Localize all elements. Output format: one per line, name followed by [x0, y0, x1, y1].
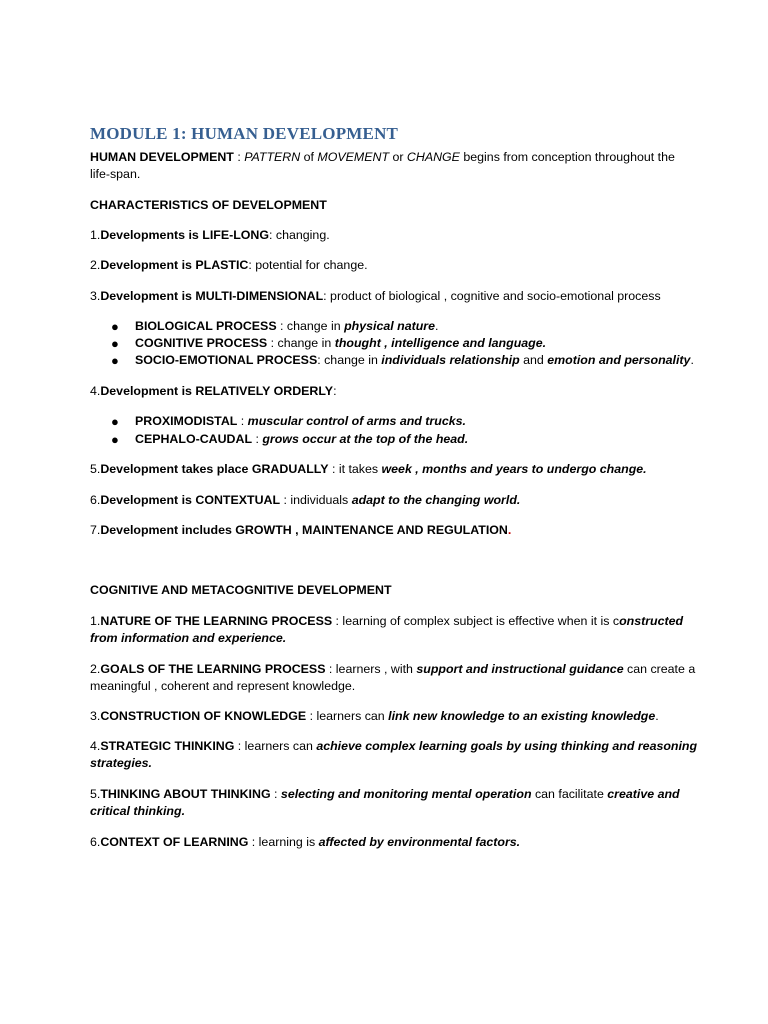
bullet-text: : change in	[267, 336, 335, 350]
item-red-period: .	[507, 523, 512, 537]
item-emphasis: adapt to the changing world.	[351, 493, 521, 507]
definition-or: or	[389, 150, 407, 164]
definition-sep: :	[233, 150, 245, 164]
bullet-icon: ●	[111, 336, 119, 351]
cognitive-item-6	[90, 834, 690, 851]
characteristic-item-4	[90, 383, 690, 400]
item-text: : product of biological , cognitive and socio-emotional process	[323, 289, 661, 303]
bullet-label: CEPHALO-CAUDAL	[135, 432, 253, 446]
item-number: 4.	[90, 384, 101, 398]
item-title: Development includes GROWTH , MAINTENANCE AND REGULATION	[100, 523, 508, 537]
characteristic-item-6	[90, 492, 690, 509]
cognitive-item-2-line-2: meaningful , coherent and represent knowledge.	[90, 679, 356, 693]
bullet-biological-process	[111, 318, 695, 335]
bullet-label: COGNITIVE PROCESS	[135, 336, 268, 350]
item-title: NATURE OF THE LEARNING PROCESS	[100, 614, 333, 628]
definition-line-2: life-span.	[90, 167, 141, 181]
bullet-label: SOCIO-EMOTIONAL PROCESS	[135, 353, 318, 367]
characteristic-item-7	[90, 522, 690, 539]
item-text: : learning is	[248, 835, 319, 849]
page-title: MODULE 1: HUMAN DEVELOPMENT	[90, 124, 399, 143]
cognitive-item-1-line-2	[90, 630, 690, 647]
item-emphasis-continued: critical thinking.	[90, 804, 186, 818]
item-title: CONSTRUCTION OF KNOWLEDGE	[100, 709, 307, 723]
bullet-emphasis: muscular control of arms and trucks.	[247, 414, 466, 428]
item-emphasis: link new knowledge to an existing knowledge	[388, 709, 656, 723]
item-text: : learners can	[234, 739, 317, 753]
cognitive-item-3	[90, 708, 690, 725]
item-number: 6.	[90, 835, 101, 849]
section-heading-characteristics	[90, 197, 690, 214]
bullet-emphasis: individuals relationship	[381, 353, 520, 367]
definition-term: HUMAN DEVELOPMENT	[90, 150, 234, 164]
item-text: : potential for change.	[248, 258, 368, 272]
characteristic-item-5	[90, 461, 690, 478]
item-number: 4.	[90, 739, 101, 753]
bullet-emphasis: thought , intelligence and language.	[334, 336, 547, 350]
item-text: : changing.	[269, 228, 330, 242]
bullet-icon: ●	[111, 353, 119, 368]
bullet-emphasis-2: emotion and personality	[547, 353, 691, 367]
characteristic-item-1	[90, 227, 690, 244]
item-emphasis-continued: from information and experience.	[90, 631, 287, 645]
bullet-text: : change in	[317, 353, 382, 367]
bullet-cognitive-process	[111, 335, 695, 352]
bullet-emphasis: physical nature	[344, 319, 436, 333]
item-title: GOALS OF THE LEARNING PROCESS	[100, 662, 326, 676]
characteristic-item-2	[90, 257, 690, 274]
item-title: Development takes place GRADUALLY	[100, 462, 329, 476]
item-title: Development is RELATIVELY ORDERLY	[100, 384, 334, 398]
cognitive-item-2	[90, 661, 696, 678]
cognitive-item-5	[90, 786, 690, 803]
item-number: 5.	[90, 462, 101, 476]
item-text: : it takes	[328, 462, 382, 476]
item-number: 2.	[90, 258, 101, 272]
bullet-icon: ●	[111, 414, 119, 429]
item-number: 2.	[90, 662, 101, 676]
definition-word-change: CHANGE	[406, 150, 460, 164]
bullet-proximodistal	[111, 413, 695, 430]
bullet-cephalo-caudal	[111, 431, 695, 448]
item-text: :	[270, 787, 281, 801]
heading-text: CHARACTERISTICS OF DEVELOPMENT	[90, 198, 327, 212]
item-text-after: can create a	[623, 662, 696, 676]
section-heading-cognitive	[90, 582, 690, 599]
item-title: Development is PLASTIC	[100, 258, 249, 272]
item-emphasis: achieve complex learning goals by using thinking and reasoning	[316, 739, 698, 753]
item-number: 7.	[90, 523, 101, 537]
item-number: 3.	[90, 289, 101, 303]
bullet-text: : change in	[276, 319, 345, 333]
item-text: : learning of complex subject is effective when it is c	[332, 614, 620, 628]
item-text: : learners can	[306, 709, 389, 723]
item-number: 6.	[90, 493, 101, 507]
bullet-label: PROXIMODISTAL	[135, 414, 238, 428]
bullet-icon: ●	[111, 319, 119, 334]
bullet-end: .	[435, 319, 439, 333]
item-title: Development is CONTEXTUAL	[100, 493, 281, 507]
bullet-socio-emotional-process	[111, 352, 695, 369]
bullet-text: :	[237, 414, 248, 428]
item-title: CONTEXT OF LEARNING	[100, 835, 249, 849]
item-title: Development is MULTI-DIMENSIONAL	[100, 289, 324, 303]
definition-word-pattern: PATTERN	[244, 150, 301, 164]
item-text-after: can facilitate	[531, 787, 608, 801]
item-number: 1.	[90, 228, 101, 242]
item-emphasis: support and instructional guidance	[416, 662, 624, 676]
bullet-mid: and	[519, 353, 548, 367]
item-title: STRATEGIC THINKING	[100, 739, 235, 753]
item-emphasis-2: creative and	[607, 787, 680, 801]
item-text: :	[333, 384, 337, 398]
item-title: Developments is LIFE-LONG	[100, 228, 270, 242]
cognitive-item-4-line-2	[90, 755, 690, 772]
item-emphasis: affected by environmental factors.	[318, 835, 521, 849]
item-text: : learners , with	[325, 662, 417, 676]
item-number: 3.	[90, 709, 101, 723]
item-emphasis-continued: strategies.	[90, 756, 152, 770]
cognitive-item-1	[90, 613, 690, 630]
bullet-end: .	[690, 353, 694, 367]
bullet-label: BIOLOGICAL PROCESS	[135, 319, 277, 333]
item-number: 5.	[90, 787, 101, 801]
definition-word-movement: MOVEMENT	[317, 150, 390, 164]
item-text: : individuals	[280, 493, 352, 507]
cognitive-item-5-line-2	[90, 803, 690, 820]
bullet-text: :	[252, 432, 263, 446]
item-emphasis: selecting and monitoring mental operation	[280, 787, 532, 801]
bullet-emphasis: grows occur at the top of the head.	[262, 432, 469, 446]
item-text-after: .	[655, 709, 659, 723]
definition-of: of	[300, 150, 318, 164]
item-emphasis: onstructed	[619, 614, 684, 628]
item-number: 1.	[90, 614, 101, 628]
definition-rest: begins from conception throughout the	[459, 150, 675, 164]
heading-text: COGNITIVE AND METACOGNITIVE DEVELOPMENT	[90, 583, 392, 597]
cognitive-item-4	[90, 738, 698, 755]
characteristic-item-3	[90, 288, 690, 305]
item-emphasis: week , months and years to undergo change.	[381, 462, 647, 476]
item-title: THINKING ABOUT THINKING	[100, 787, 271, 801]
definition-line-1	[90, 149, 690, 166]
bullet-icon: ●	[111, 432, 119, 447]
